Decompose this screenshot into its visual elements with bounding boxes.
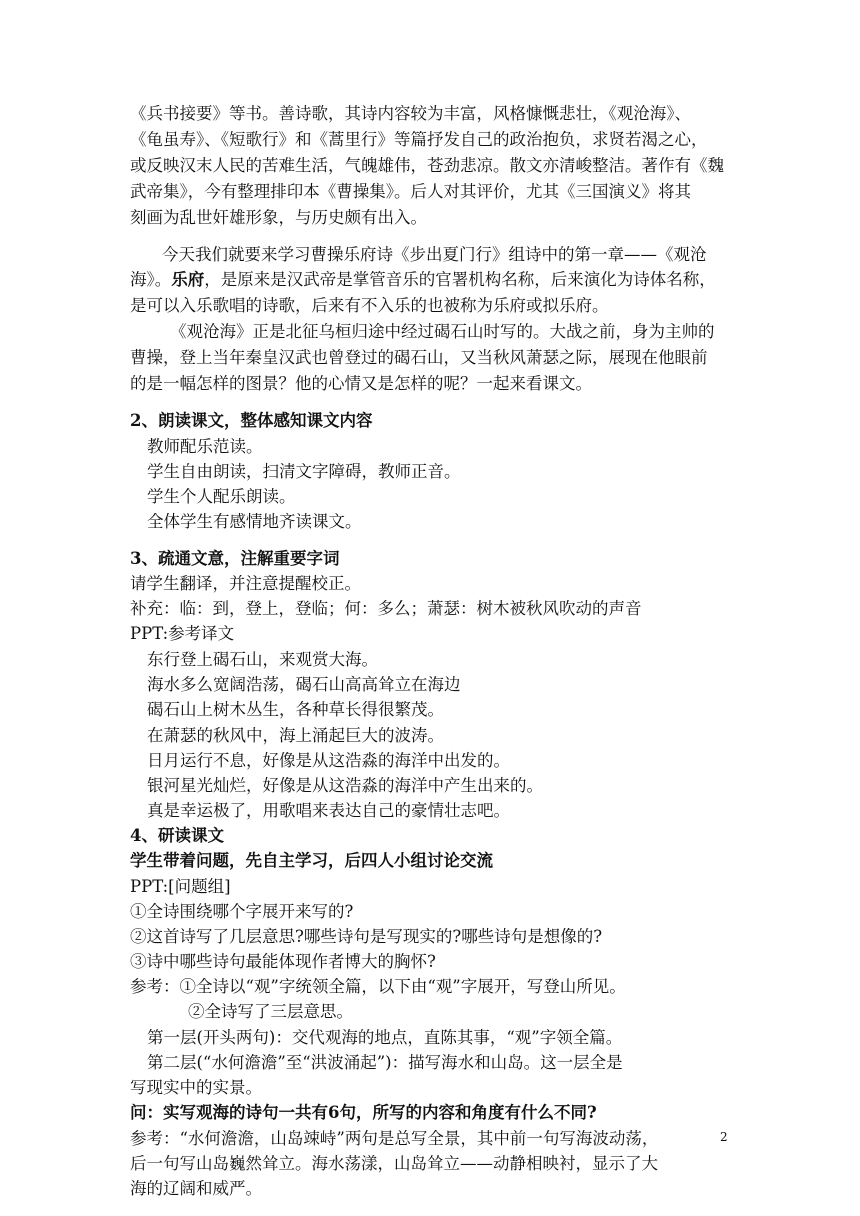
text-line: 东行登上碣石山，来观赏大海。 xyxy=(147,650,378,669)
section-heading: 4、研读课文 xyxy=(130,826,224,845)
text-line: ②这首诗写了几层意思?哪些诗句是写现实的?哪些诗句是想像的? xyxy=(130,927,603,946)
text-line: 学生自由朗读，扫清文字障碍，教师正音。 xyxy=(147,462,461,481)
text-line: 第二层(“水何澹澹”至“洪波涌起”)：描写海水和山岛。这一层全是 xyxy=(147,1053,623,1072)
text-line: 碣石山上树木丛生，各种草长得很繁茂。 xyxy=(147,700,444,719)
section-heading: 2、朗读课文，整体感知课文内容 xyxy=(130,411,373,430)
text-line: 《观沧海》正是北征乌桓归途中经过碣石山时写的。大战之前，身为主帅的 xyxy=(170,322,715,341)
text-line: 教师配乐范读。 xyxy=(147,437,263,456)
text-line: 请学生翻译，并注意提醒校正。 xyxy=(130,574,361,593)
text-line: 今天我们就要来学习曹操乐府诗《步出夏门行》组诗中的第一章——《观沧 xyxy=(162,245,707,264)
text-line xyxy=(130,272,716,289)
keyword-yuefu: 乐府 xyxy=(171,270,205,289)
text-line: 在萧瑟的秋风中，海上涌起巨大的波涛。 xyxy=(147,726,444,745)
text-line: 《兵书接要》等书。善诗歌，其诗内容较为丰富，风格慷慨悲壮，《观沧海》、 xyxy=(130,104,691,123)
text-line: 银河星光灿烂，好像是从这浩淼的海洋中产生出来的。 xyxy=(147,776,543,795)
text-line: 或反映汉末人民的苦难生活，气魄雄伟，苍劲悲凉。散文亦清峻整洁。著作有《魏 xyxy=(130,156,724,175)
text-line: ③诗中哪些诗句最能体现作者博大的胸怀? xyxy=(130,952,436,971)
text-line: 刻画为乱世奸雄形象，与历史颇有出入。 xyxy=(130,208,427,227)
text-line: 日月运行不息，好像是从这浩淼的海洋中出发的。 xyxy=(147,751,510,770)
text-line: 后一句写山岛巍然耸立。海水荡漾，山岛耸立——动静相映衬，显示了大 xyxy=(130,1154,658,1173)
section-heading: 3、疏通文意，注解重要字词 xyxy=(130,549,340,568)
text-line: 学生个人配乐朗读。 xyxy=(147,487,296,506)
text-line: 是可以入乐歌唱的诗歌，后来有不入乐的也被称为乐府或拟乐府。 xyxy=(130,296,609,315)
text-line: 第一层(开头两句)：交代观海的地点，直陈其事，“观”字领全篇。 xyxy=(147,1028,623,1047)
text-line: 补充：临：到，登上，登临；何：多么；萧瑟：树木被秋风吹动的声音 xyxy=(130,599,642,618)
text-line: 参考：①全诗以“观”字统领全篇，以下由“观”字展开，写登山所见。 xyxy=(130,977,626,996)
text-line: ①全诗围绕哪个字展开来写的? xyxy=(130,902,354,921)
text-line: 全体学生有感情地齐读课文。 xyxy=(147,512,362,531)
page-number: 2 xyxy=(720,1130,728,1144)
text-line: 写现实中的实景。 xyxy=(130,1078,262,1097)
text-line: 的是一幅怎样的图景？他的心情又是怎样的呢？一起来看课文。 xyxy=(130,374,592,393)
text-line: 真是幸运极了，用歌唱来表达自己的豪情壮志吧。 xyxy=(147,801,510,820)
text-line: 海水多么宽阔浩荡，碣石山高高耸立在海边 xyxy=(147,675,461,694)
text-line: PPT:[问题组] xyxy=(130,877,231,896)
section-subheading: 学生带着问题，先自主学习，后四人小组讨论交流 xyxy=(130,851,493,870)
text-line: 曹操，登上当年秦皇汉武也曾登过的碣石山，又当秋风萧瑟之际，展现在他眼前 xyxy=(130,348,708,367)
text-line: PPT:参考译文 xyxy=(130,624,235,643)
text-line: 《龟虽寿》、《短歌行》和《蒿里行》等篇抒发自己的政治抱负，求贤若渴之心， xyxy=(130,130,708,149)
text-line: 参考：“水何澹澹，山岛竦峙”两句是总写全景，其中前一句写海波动荡， xyxy=(130,1129,659,1148)
text-line: 海的辽阔和威严。 xyxy=(130,1179,262,1198)
text-line: ②全诗写了三层意思。 xyxy=(188,1002,353,1021)
text-span: ，是原来是汉武帝是掌管音乐的官署机构名称，后来演化为诗体名称， xyxy=(204,270,716,289)
text-span: 海》。 xyxy=(130,270,172,289)
question-line: 问：实写观海的诗句一共有6句，所写的内容和角度有什么不同? xyxy=(130,1103,597,1122)
text-line: 武帝集》，今有整理排印本《曹操集》。后人对其评价，尤其《三国演义》将其 xyxy=(130,182,691,201)
